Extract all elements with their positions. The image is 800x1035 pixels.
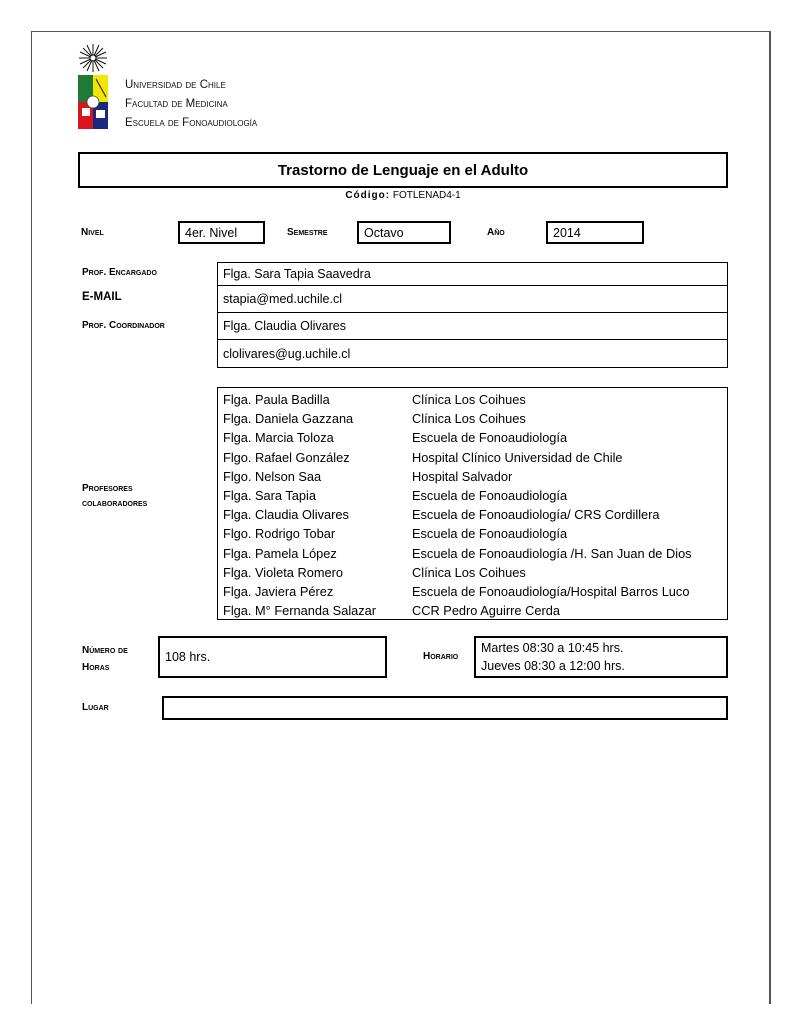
list-item (223, 428, 727, 447)
collaborator-name: Flga. Daniela Gazzana (223, 411, 354, 427)
course-title: Trastorno de Lenguaje en el Adulto (277, 161, 529, 179)
horario-label: Horario (423, 651, 459, 662)
collaborator-institution: Clínica Los Coihues (412, 392, 526, 407)
list-item (223, 582, 727, 601)
lugar-field[interactable] (162, 696, 728, 720)
collaborators-label (82, 481, 147, 511)
table-row (218, 313, 728, 340)
nivel-value: 4er. Nivel (185, 225, 238, 240)
collaborator-name: Flgo. Rodrigo Tobar (223, 526, 336, 542)
collaborator-name: Flgo. Rafael González (223, 449, 350, 465)
list-item (223, 409, 727, 428)
horario-line-2: Jueves 08:30 a 12:00 hrs. (481, 659, 625, 673)
course-code (78, 190, 728, 201)
horas-label-line1: Número de (82, 645, 128, 656)
staff-table (217, 262, 728, 368)
collaborator-institution: Clínica Los Coihues (412, 411, 526, 427)
collaborator-name: Flga. Violeta Romero (223, 564, 343, 580)
horas-label-line2: Horas (82, 662, 110, 673)
coordinador-email-value[interactable]: clolivares@ug.uchile.cl (218, 340, 728, 368)
horas-field[interactable] (158, 636, 387, 678)
nivel-field[interactable] (178, 221, 265, 244)
list-item (223, 563, 727, 582)
list-item (223, 505, 727, 524)
collaborator-institution: Clínica Los Coihues (412, 564, 526, 580)
list-item (223, 544, 727, 563)
collaborator-institution: Hospital Clínico Universidad de Chile (412, 449, 623, 465)
table-row (218, 286, 728, 313)
list-item (223, 448, 727, 467)
collaborators-label-line1: Profesores (82, 483, 133, 494)
course-title-box (78, 152, 728, 188)
collaborator-name: Flga. Paula Badilla (223, 392, 330, 407)
institution-header (125, 76, 257, 133)
table-row (218, 263, 728, 286)
university-name: Universidad de Chile (125, 79, 226, 91)
email-label: E-MAIL (82, 291, 122, 303)
anio-label: Año (487, 227, 505, 238)
list-item (223, 467, 727, 486)
course-code-label: Código: (345, 190, 391, 201)
collaborator-institution: Hospital Salvador (412, 468, 513, 484)
table-row (218, 340, 728, 368)
semestre-field[interactable] (357, 221, 451, 244)
faculty-name: Facultad de Medicina (125, 98, 228, 110)
prof-encargado-label: Prof. Encargado (82, 267, 157, 278)
collaborator-name: Flga. Claudia Olivares (223, 507, 349, 523)
collaborators-list (217, 387, 728, 620)
collaborators-label-line2: colaboradores (82, 498, 148, 509)
anio-value: 2014 (553, 225, 581, 240)
horario-field[interactable] (474, 636, 728, 678)
horas-label (82, 642, 128, 676)
collaborator-institution: Escuela de Fonoaudiología (412, 526, 568, 542)
email-value[interactable]: stapia@med.uchile.cl (218, 286, 728, 313)
anio-field[interactable] (546, 221, 644, 244)
semestre-value: Octavo (364, 225, 404, 240)
list-item (223, 601, 727, 620)
collaborator-name: Flga. Marcia Toloza (223, 430, 334, 446)
collaborator-name: Flga. Pamela López (223, 545, 337, 561)
collaborator-institution: Escuela de Fonoaudiología /H. San Juan de Dios (412, 545, 692, 561)
collaborator-name: Flga. M° Fernanda Salazar (223, 603, 377, 619)
school-name: Escuela de Fonoaudiología (125, 117, 258, 129)
prof-coordinador-value[interactable]: Flga. Claudia Olivares (218, 313, 728, 340)
university-shield-logo-icon (76, 42, 110, 132)
collaborator-name: Flgo. Nelson Saa (223, 468, 322, 484)
collaborator-name: Flga. Sara Tapia (223, 488, 316, 504)
collaborator-institution: CCR Pedro Aguirre Cerda (412, 603, 560, 619)
collaborator-institution: Escuela de Fonoaudiología (412, 430, 568, 446)
prof-encargado-value[interactable]: Flga. Sara Tapia Saavedra (218, 263, 728, 286)
lugar-label: Lugar (82, 702, 109, 713)
collaborator-institution: Escuela de Fonoaudiología/Hospital Barros Luco (412, 584, 690, 600)
prof-coordinador-label: Prof. Coordinador (82, 320, 165, 331)
list-item (223, 390, 727, 409)
list-item (223, 486, 727, 505)
semestre-label: Semestre (287, 227, 328, 238)
course-code-value: FOTLENAD4-1 (392, 190, 461, 201)
collaborator-institution: Escuela de Fonoaudiología (412, 488, 568, 504)
nivel-label: Nivel (81, 227, 104, 238)
list-item (223, 524, 727, 543)
horario-line-1: Martes 08:30 a 10:45 hrs. (481, 641, 624, 655)
collaborator-name: Flga. Javiera Pérez (223, 584, 334, 600)
horas-value: 108 hrs. (165, 650, 211, 664)
collaborator-institution: Escuela de Fonoaudiología/ CRS Cordillera (412, 507, 660, 523)
